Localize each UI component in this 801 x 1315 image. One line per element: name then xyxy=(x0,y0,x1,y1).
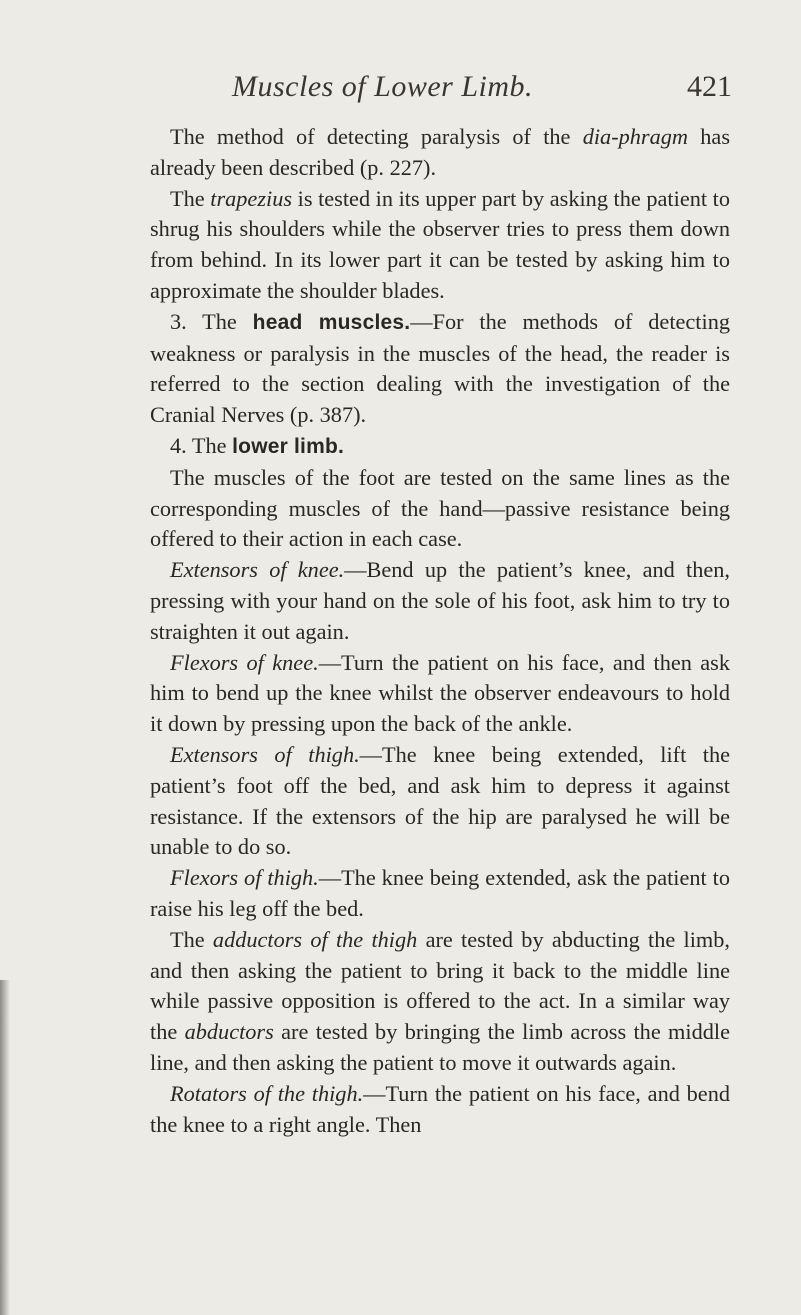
paragraph-foot-muscles: The muscles of the foot are tested on the same lines as the corresponding muscles of the hand—passive resistance being offered to their action in each case. xyxy=(150,464,730,552)
page-edge-shadow xyxy=(0,980,10,1315)
page-header xyxy=(232,70,732,110)
paragraph-adductors-abductors: The adductors of the thigh are tested by abducting the limb, and then asking the patient to bring it back to the middle line while passive opposition is offered to the act. In a similar way the abductors are tested by bringing the limb across the middle line, and then asking the patient to move it outwards again. xyxy=(150,926,730,1075)
term-flexors-thigh: Flexors of thigh. xyxy=(170,865,319,891)
paragraph-flexors-knee: Flexors of knee.—Turn the patient on his face, and then ask him to bend up the knee whilst the observer endeavours to hold it down by pressing upon the back of the ankle. xyxy=(150,649,731,737)
term-abductors: abductors xyxy=(184,1019,274,1045)
heading-head-muscles: head muscles. xyxy=(252,310,411,334)
term-rotators-thigh: Rotators of the thigh. xyxy=(170,1080,364,1106)
term-diaphragm: dia-phragm xyxy=(582,124,689,149)
paragraph-rotators-thigh: Rotators of the thigh.—Turn the patient on his face, and bend the knee to a right angle. Then xyxy=(150,1080,730,1137)
term-extensors-thigh: Extensors of thigh. xyxy=(170,741,360,767)
paragraph-extensors-knee: Extensors of knee.—Bend up the patient’s knee, and then, pressing with your hand on the sole of his foot, ask him to try to straighten it out again. xyxy=(150,557,730,644)
paragraph-head-muscles: 3. The head muscles.—For the methods of detecting weakness or paralysis in the muscles of the head, the reader is referred to the section dealing with the investigation of the Cranial Nerves (p. 387). xyxy=(150,308,730,428)
body-text xyxy=(150,122,730,1140)
paragraph-lower-limb-heading: 4. The lower limb. xyxy=(170,432,345,458)
term-trapezius: trapezius xyxy=(210,185,293,211)
running-head: Muscles of Lower Limb. xyxy=(232,70,534,103)
heading-lower-limb: lower limb. xyxy=(232,434,345,458)
paragraph-extensors-thigh: Extensors of thigh.—The knee being extended, lift the patient’s foot off the bed, and ask him to depress it against resistance. If the extensors of the hip are paralysed he will be unable to do so. xyxy=(150,741,730,860)
paragraph-flexors-thigh: Flexors of thigh.—The knee being extended, ask the patient to raise his leg off the bed. xyxy=(150,865,731,921)
term-flexors-knee: Flexors of knee. xyxy=(170,649,319,675)
page-number: 421 xyxy=(687,70,732,103)
paragraph-diaphragm: The method of detecting paralysis of the dia-phragm has already been described (p. 227). xyxy=(150,124,730,180)
term-adductors: adductors of the thigh xyxy=(212,926,418,952)
term-extensors-knee: Extensors of knee. xyxy=(170,557,345,583)
paragraph-trapezius: The trapezius is tested in its upper part by asking the patient to shrug his shoulders while the observer tries to press them down from behind. In its lower part it can be tested by asking him to approximate the shoulder blades. xyxy=(150,185,730,303)
